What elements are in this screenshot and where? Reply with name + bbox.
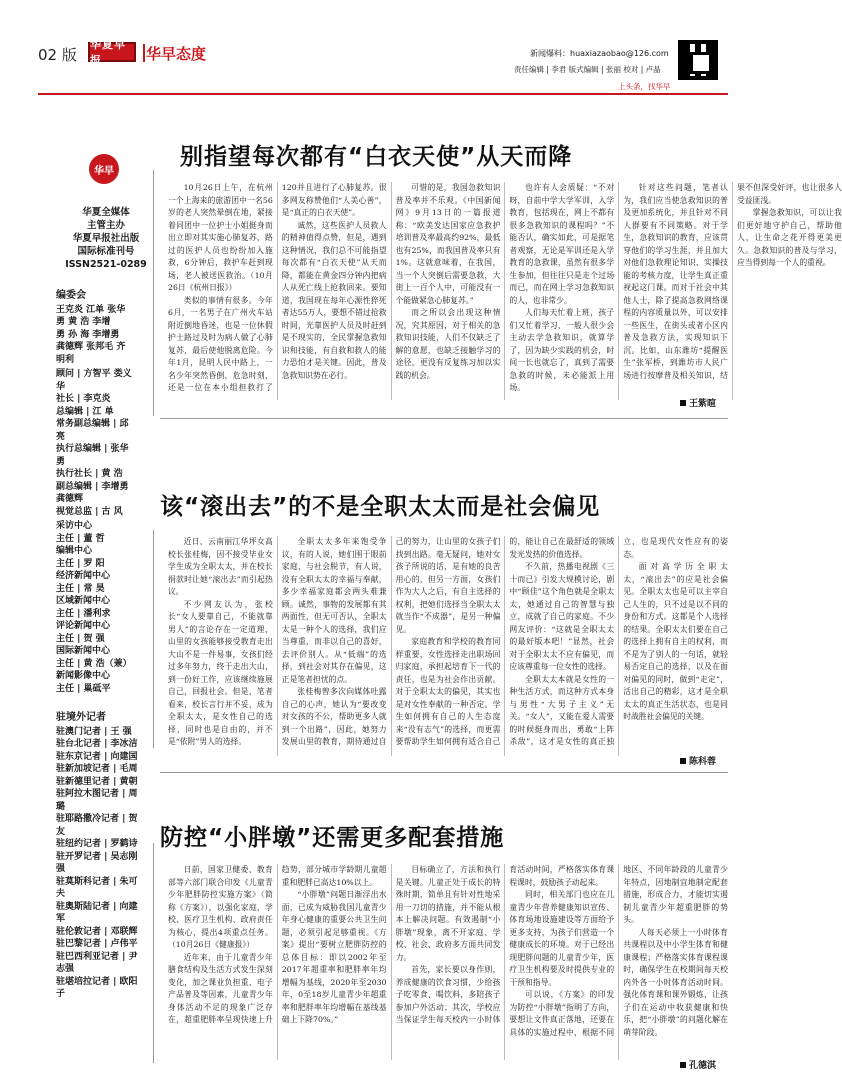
staff-line: 采访中心 — [56, 521, 93, 531]
staff-line: 主任 | 常 昊 — [56, 583, 105, 594]
article-paragraph: 10月26日上午，在杭州一个上海来的旅游团中一名56岁的老人突然晕倒在地，紧接着同团中一位护士小姐挺身而出立即对其实施心肺复苏，路过的医护人员也纷纷加入施救，6分钟后，救护车赶到现场，老人被送医救治。（10月26日《杭州日报》） — [168, 183, 273, 292]
staff-line: 友 — [56, 826, 66, 837]
editorial-committee — [56, 290, 148, 366]
staff-line: 亮 — [56, 431, 66, 442]
staff-line: 社长 | 李克炎 — [56, 394, 111, 404]
issn-line: ISSN2521-0289 — [65, 259, 147, 270]
staff-line: 强 — [56, 864, 66, 874]
staff-line: 主任 | 巢砥平 — [56, 683, 111, 694]
masthead-staff — [56, 368, 148, 518]
article-divider — [160, 418, 728, 419]
article-paragraph: 张桂梅曾多次向媒体吐露自己的心声，她认为“要改变对女孩的不公，帮助更多人就到一个出路”，因此，她努力发展山里的教育，期待通过自己的努力，让山里的女孩子们找到出路。毫无疑问，她对女孩子所说的话，是有她的良苦用心的，但另一方面，女孩们作为大人之后，有自主选择的权利，把她们选择当全职太太就当作“不成器”，是另一种偏见。 — [281, 537, 501, 746]
article-paragraph: 类似的事情有很多。今年6月，一名男子在广州火车站附近倒地昏迷，也是一位休假护士路过及时为病人做了心肺复苏，最后使他脱离危险。今年1月，昆明人民中路上，一名少年突然昏倒，危急时刻，还是一位在本小组担救打了120并且进行了心肺复苏。很多网友称赞他们“人美心善”，是“真正的白衣天使”。 — [168, 183, 387, 392]
staff-line: 驻巴黎记者 | 卢伟平 — [56, 939, 138, 949]
article-paragraph: 可以说，《方案》的印发为防控“小胖墩”指明了方向，要想让文件真正落地，还要在具体的实施过程中，根据不同地区、不同年龄段的儿童青少年特点，因地制宜地制定配套措施，形成合力，才能切实遏制儿童青少年超重肥胖的势头。 — [509, 865, 728, 1037]
staff-line: 驻巴西利亚记者 | 尹 — [56, 951, 138, 962]
staff-line: 驻阿拉木图记者 | 周 — [56, 789, 138, 799]
header-rule — [38, 93, 728, 95]
article-paragraph: 而之所以会出现这种情况，究其原因，对于相关的急救知识技能，人们不仅缺乏了解的意愿，也缺乏接触学习的途径，更没有反复练习加以实践的机会。 — [395, 308, 501, 380]
article-paragraph: 日前，国家卫健委、教育部等六部门联合印发《儿童青少年肥胖防控实施方案》（简称《方案》），以强化家庭、学校、医疗卫生机构、政府责任为核心，提出4项重点任务。（10月26日《健康报》） — [168, 865, 273, 949]
page-number: 02 版 — [38, 46, 77, 64]
staff-line: 区域新闻中心 — [56, 596, 111, 606]
staff-line: 主任 | 贺 强 — [56, 633, 105, 644]
staff-line: 王克炎 江单 张华 — [56, 304, 126, 315]
staff-line: 璐 — [56, 801, 66, 812]
article-paragraph: “小胖墩”问题日渐浮出水面，已成为威胁我国儿童青少年身心健康的重要公共卫生问题，必须引起足够重视。《方案》提出“要树立肥胖防控的总体目标：即以2002年至2017年超重率和肥胖率年均增幅为基线，2020年至2030年，0至18岁儿童青少年超重率和肥胖率年均增幅在基线基础上下降70%。” — [281, 890, 387, 1024]
article-paragraph: 可惜的是，我国急救知识普及率并不乐观。《中国新闻网》9月13日的一篇报道称：“欧美发达国家应急救护培训普及率最高约92%，最低也有25%，而我国普及率只有1%。这就意味着，在我国，当一个人突倒后需要急救，大街上一百个人中，可能没有一个能做紧急心肺复苏。” — [395, 183, 501, 305]
correspondents-title: 驻境外记者 — [56, 712, 106, 723]
staff-line: 驻耶路撒冷记者 | 贺 — [56, 814, 138, 824]
article-paragraph: 全职太太本就是女性的一种生活方式，而这种方式本身与男性“大男子主义”无关。“女人”，又能在爱人需要的时候挺身而出，勇敢“上阵杀敌”，这才是女性的真正独立，也是现代女性应有的姿态。 — [509, 537, 728, 746]
article-body — [168, 536, 728, 756]
article-paragraph: 全职太太多年来饱受争议，有的人说，她们围于眼前家庭，与社会脱节，有人说，没有全职太太的幸福与奉献，多少幸福家庭都会两头难兼顾。诚然，事物的发展都有其两面性，但无可否认，全职太太是一种个人的选择，我们应当尊重，而非以自己的喜好，去评价别人。从“低端”的选择，到社会对其存在偏见，这正是笔者担忧的点。 — [281, 537, 387, 684]
staff-line: 驻纽约记者 | 罗鹤诗 — [56, 839, 138, 849]
article-paragraph: 近年来，由于儿童青少年膳食结构及生活方式发生深刻变化，加之课业负担重、电子产品普及等因素，儿童青少年身体活动不足的现象广泛存在，超重肥胖率呈现快速上升趋势，部分城市学龄期儿童超重和肥胖已高达10%以上。 — [168, 865, 387, 1024]
seal-logo-icon: 华早 — [89, 154, 119, 184]
sidebar-rule — [153, 843, 154, 1063]
section-title: 华早态度 — [146, 45, 207, 63]
staff-line: 执行社长 | 黄 浩 — [56, 469, 123, 479]
article-paragraph: 针对这些问题，笔者认为，我们应当使急救知识的普及更加系统化，并且针对不同人群要有不同策略。对于学生，急救知识的教育，应该贯穿他们的学习生涯，并且加大对他们急救理论知识、实操技能的考核力度，让学生真正重视起这门课。而对于社会中其他人士，除了提高急救网络课程的内容质量以外，可以安排一些医生，在街头或者小区内普及急救方法，实现知识下沉。比如，山东潍坊“提醒医生”张军桥，到潍坊市人民广场进行按摩普及相关知识，结果不但深受好评，也让很多人受益匪浅。 — [623, 183, 842, 380]
staff-line: 勇 — [56, 456, 66, 467]
staff-line: 国际新闻中心 — [56, 646, 111, 656]
article-paragraph: 也许有人会质疑：“不对呀，自前中学大学军训，入学教育，包括现在，网上不都有很多急救知识的课程吗？”不能否认，确实如此，可是据笔者观察，无论是军训还是入学教育的急救课，虽然有很多学生参加，但往往只是走个过场而已，而在网上学习急救知识的人，也非常少。 — [509, 183, 615, 305]
article-author: 王紫暄 — [680, 396, 716, 409]
staff-line: 驻莫斯科记者 | 朱可 — [56, 876, 138, 887]
staff-line: 视觉总监 | 古 风 — [56, 506, 123, 517]
article-paragraph: 目标确立了，方法和执行是关键。儿童正处于成长的特殊时期，简单且有针对性地采用一刀切的措施，并不能从根本上解决问题。有效遏制“小胖墩”现象，离不开家庭、学校、社会、政府多方面共同发力。 — [395, 865, 501, 962]
staff-line: 驻堪培拉记者 | 欧阳 — [56, 976, 138, 987]
staff-line: 子 — [56, 989, 66, 999]
staff-line: 志强 — [56, 964, 75, 974]
article-author: 孔德淇 — [680, 1058, 716, 1071]
news-tip-email: 新闻爆料：huaxiazaobao@126.com — [530, 49, 669, 58]
article-paragraph: 首先，家长要以身作则，养成健康的饮食习惯，少给孩子吃零食、喝饮料，多陪孩子参加户外活动；其次，学校应当保证学生每天校内一小时体育活动时间，严格落实体育课程课时，鼓励孩子动起来。 — [395, 865, 615, 1024]
article-paragraph: 同时，相关部门也应在儿童青少年营养健康知识宣传、体育场地设施建设等方面给予更多支持，为孩子们营造一个健康成长的环境。对于已经出现肥胖问题的儿童青少年，医疗卫生机构要及时提供专业的干预和指导。 — [509, 890, 615, 987]
staff-line: 驻台北记者 | 李冰洁 — [56, 739, 138, 749]
article-author: 陈科蓉 — [680, 754, 716, 767]
article-paragraph: 不少网友认为，张校长“女人要靠自己，不能就靠男人”的言论存在一定道理，山里的女孩能够接受教育走出大山不是一件易事，女孩们经过多年努力，终于走出大山，到一份好工作，应该继续施展自己，回报社会。但是，笔者看来，校长言行并不妥，成为全职太太，是女性自己的选择，同时也是自由的，并不是“依附”男人的选择。 — [168, 599, 273, 746]
newspaper-logo: 华夏早报 — [88, 42, 136, 62]
article-paragraph: 近日，云南丽江华坪女高校长张桂梅，因不接受毕业女学生成为全职太太，并在校长捐款时让她“滚出去”而引起热议。 — [168, 537, 273, 596]
article-paragraph: 家庭教育和学校的教育同样重要，女性选择走出职场回归家庭，承担起培育下一代的责任，也是为社会作出贡献。对于全职太太的偏见，其实也是对女性奉献的一种否定。学生如何拥有自己的人生态度来“没有志气”的选择，而更需要帮助学生如何拥有适合自己的，能让自己在最舒适的领域发光发热的价值选择。 — [395, 537, 615, 746]
staff-line: 主任 | 董 哲 — [56, 533, 105, 544]
staff-line: 华 — [56, 381, 66, 392]
staff-line: 顾问 | 方智平 娄义 — [56, 369, 132, 379]
publisher-line: 华夏全媒体 — [82, 207, 130, 218]
staff-line: 经济新闻中心 — [56, 571, 111, 581]
staff-line: 明利 — [56, 354, 75, 365]
staff-line: 龚德辉 — [56, 494, 84, 504]
committee-title: 编委会 — [56, 290, 86, 301]
article-paragraph: 人每天必须上一小时体育共课程以及中小学生体育和健康课程；严格落实体育课程课时，确保学生在校期间每天校内外各一小时体育活动时间。强化体育课和课外锻炼，让孩子们在运动中收获健康和快乐，把“小胖墩”的问题化解在萌芽阶段。 — [623, 927, 728, 1037]
staff-line: 常务副总编辑 | 邱 — [56, 419, 129, 429]
staff-line: 驻新德里记者 | 黄朝 — [56, 776, 138, 787]
staff-line: 驻东京记者 | 向建国 — [56, 751, 138, 762]
staff-line: 总编辑 | 江 单 — [56, 406, 114, 417]
header-slogan: 上头条，找华早 — [618, 82, 671, 91]
staff-line: 驻奥斯陆记者 | 向建 — [56, 901, 138, 912]
article-paragraph: 人们每天忙着上班，孩子们又忙着学习，一般人很少会主动去学急救知识，就算学了，因为缺少实践的机会，时间一长也就忘了，真到了需要急救的时候，未必能派上用场。 — [509, 308, 615, 392]
article-paragraph: 掌握急救知识，可以让我们更好地守护自己，帮助他人，让生命之花开得更美更久。急救知识的普及与学习，应当得到每一个人的重视。 — [736, 208, 842, 267]
publisher-info — [56, 206, 156, 271]
staff-line: 副总编辑 | 李增勇 — [56, 481, 129, 492]
staff-line: 驻澳门记者 | 王 强 — [56, 726, 132, 737]
article-title: 该“滚出去”的不是全职太太而是社会偏见 — [160, 494, 601, 520]
news-centers — [56, 520, 148, 695]
publisher-line: 国际标准刊号 — [77, 246, 135, 257]
publisher-line: 主管主办 — [86, 220, 125, 231]
staff-line: 驻开罗记者 | 吴志刚 — [56, 851, 138, 862]
header-divider — [143, 44, 145, 62]
overseas-correspondents — [56, 712, 148, 1001]
staff-line: 评论新闻中心 — [56, 621, 111, 631]
sidebar-rule — [153, 170, 154, 416]
staff-line: 主任 | 罗 阳 — [56, 558, 105, 569]
article-paragraph: 诚然，这些医护人员救人的精神值得点赞，但是，遇到这种情况，我们总不可能指望每次都有“白衣天使”从天而降，都能在黄金四分钟内把病人从死亡线上抢救回来。要知道，我国现在每年心源性猝死者达55万人，要想不错过抢救时间，光靠医护人员及时赶到是不现实的，全民掌握急救知识和技能，有自救和救人的能力恐怕才是关键。因此，普及急救知识势在必行。 — [281, 220, 387, 380]
article-title: 别指望每次都有“白衣天使”从天而降 — [180, 144, 573, 170]
article-divider — [160, 772, 728, 773]
staff-line: 驻新加坡记者 | 毛周 — [56, 764, 138, 774]
article-paragraph: 不久前，热播电视剧《三十而已》引发大规模讨论，剧中“顾佳”这个角色就是全职太太，她通过自己的智慧与独立，成就了自己的家庭。不少网友评价：“这就是全职太太的最好版本吧！”显然，社会对于全职太太不应有偏见，而应该尊重每一位女性的选择。 — [509, 562, 615, 671]
staff-line: 新闻影像中心 — [56, 671, 111, 681]
editor-credits: 责任编辑 | 李君 版式编辑 | 张丽 校对 | 卢晶 — [514, 65, 661, 74]
article-body — [168, 864, 728, 1060]
staff-line: 主任 | 潘利求 — [56, 608, 111, 619]
sidebar-rule — [153, 530, 154, 748]
article-paragraph: 面对高学历全职太太，“滚出去”的应是社会偏见。全职太太也是可以主宰自己人生的，只不过是以不同的身份和方式。这都是个人选择的结果。全职太太们要在自己的选择上拥有自主的权利，而不是为了别人的一句话，就轻易否定自己的选择，以及在面对偏见的同时，做到“走定”，活出自己的精彩，这才是全职太太的真正生活状态，也是同时战胜社会偏见的关键。 — [623, 562, 728, 721]
staff-line: 驻伦敦记者 | 邓联辉 — [56, 926, 138, 937]
staff-line: 主任 | 黄 浩（兼） — [56, 658, 132, 669]
staff-line: 龚德辉 张邦毛 齐 — [56, 342, 126, 352]
staff-line: 勇 黄 浩 李增 — [56, 317, 111, 327]
article-body — [168, 182, 842, 400]
staff-line: 执行总编辑 | 张华 — [56, 444, 129, 454]
staff-line: 勇 孙 海 李增勇 — [56, 329, 120, 340]
qr-code-icon[interactable] — [678, 40, 718, 80]
staff-line: 夫 — [56, 889, 66, 899]
staff-line: 编辑中心 — [56, 546, 93, 556]
article-title: 防控“小胖墩”还需更多配套措施 — [160, 825, 505, 851]
staff-line: 军 — [56, 914, 66, 924]
publisher-line: 华夏早报社出版 — [72, 233, 140, 244]
